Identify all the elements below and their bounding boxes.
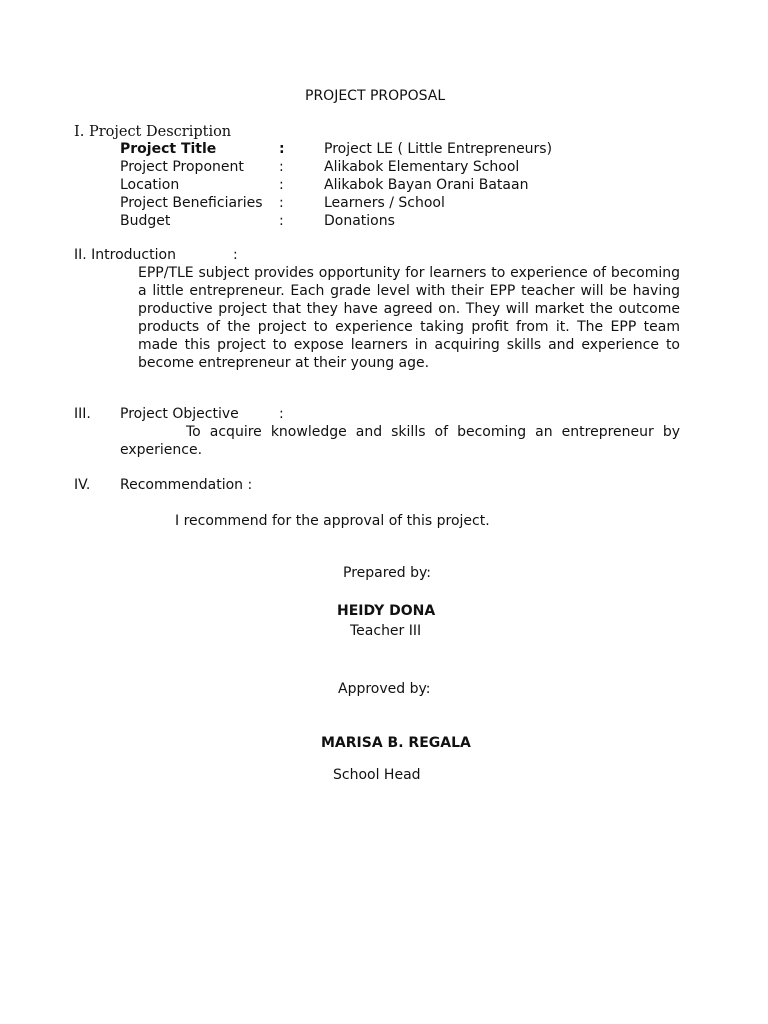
prepared-by-title: Teacher III (350, 623, 422, 639)
approved-by-title: School Head (333, 767, 421, 783)
project-title-colon: : (279, 141, 285, 157)
introduction-heading: II. Introduction (74, 247, 176, 263)
location-value: Alikabok Bayan Orani Bataan (324, 177, 529, 193)
section-1-heading: I. Project Description (74, 124, 232, 140)
prepared-by-name: HEIDY DONA (337, 603, 436, 619)
budget-label: Budget (120, 213, 171, 229)
project-proponent-value: Alikabok Elementary School (324, 159, 520, 175)
approved-by-label: Approved by: (338, 681, 431, 697)
project-title-value: Project LE ( Little Entrepreneurs) (324, 141, 553, 157)
recommendation-heading: Recommendation : (120, 477, 253, 493)
approved-by-name: MARISA B. REGALA (321, 735, 471, 751)
beneficiaries-label: Project Beneficiaries (120, 195, 263, 211)
introduction-colon: : (233, 247, 238, 263)
location-colon: : (279, 177, 284, 193)
beneficiaries-colon: : (279, 195, 284, 211)
document-title: PROJECT PROPOSAL (305, 88, 446, 104)
objective-body: To acquire knowledge and skills of becoming an entrepreneur by experience. (120, 424, 680, 458)
introduction-body: EPP/TLE subject provides opportunity for learners to experience of becoming a little entrepreneur. Each grade level with their EPP teacher will be having productive project that they have agreed on. They will market the outcome products of the project to experience taking profit from it. The EPP team made this project to expose learners in acquiring skills and experience to become entrepreneur at their young age. (138, 265, 680, 371)
location-label: Location (120, 177, 180, 193)
budget-value: Donations (324, 213, 395, 229)
project-title-label: Project Title (120, 141, 217, 157)
objective-number: III. (74, 406, 91, 422)
beneficiaries-value: Learners / School (324, 195, 445, 211)
objective-heading: Project Objective (120, 406, 239, 422)
prepared-by-label: Prepared by: (343, 565, 431, 581)
project-proponent-colon: : (279, 159, 284, 175)
objective-colon: : (279, 406, 284, 422)
recommendation-number: IV. (74, 477, 91, 493)
budget-colon: : (279, 213, 284, 229)
recommendation-body: I recommend for the approval of this project. (175, 513, 490, 529)
project-proponent-label: Project Proponent (120, 159, 244, 175)
